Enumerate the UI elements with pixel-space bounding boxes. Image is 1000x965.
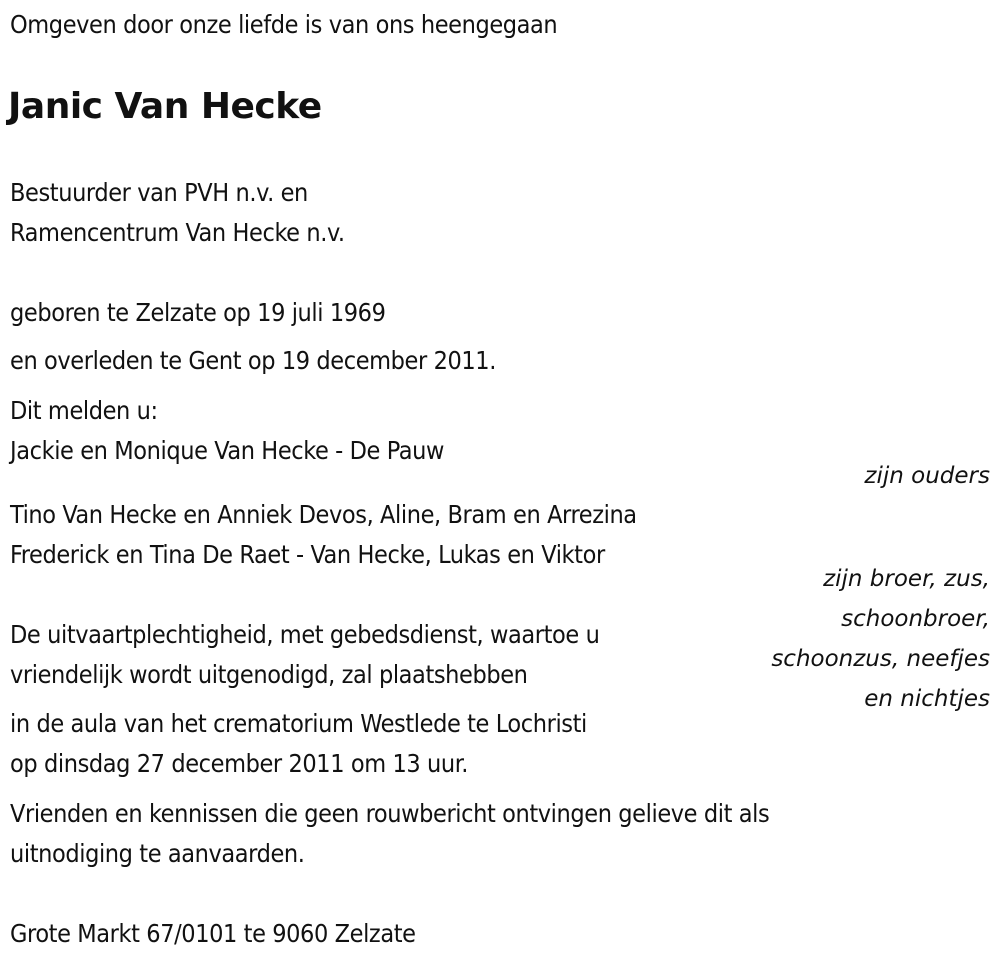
note-line-2: uitnodiging te aanvaarden. [10, 839, 305, 868]
intro-text: Omgeven door onze liefde is van ons heengegaan [10, 10, 558, 39]
siblings-names-line-2: Frederick en Tina De Raet - Van Hecke, Lukas en Viktor [10, 540, 605, 569]
deceased-name: Janic Van Hecke [8, 86, 322, 127]
announced-by-label: Dit melden u: [10, 396, 158, 425]
birth-text: geboren te Zelzate op 19 juli 1969 [10, 298, 386, 327]
parents-relation: zijn ouders [864, 463, 990, 489]
siblings-relation-line-2: schoonbroer, [841, 606, 990, 632]
siblings-names-line-1: Tino Van Hecke en Anniek Devos, Aline, Bram en Arrezina [10, 500, 637, 529]
address-text: Grote Markt 67/0101 te 9060 Zelzate [10, 919, 416, 948]
death-text: en overleden te Gent op 19 december 2011. [10, 346, 496, 375]
parents-names: Jackie en Monique Van Hecke - De Pauw [10, 436, 444, 465]
siblings-relation-line-4: en nichtjes [864, 686, 990, 712]
siblings-relation-line-1: zijn broer, zus, [823, 566, 990, 592]
ceremony-line-1: De uitvaartplechtigheid, met gebedsdienst, waartoe u [10, 620, 600, 649]
occupation-line-2: Ramencentrum Van Hecke n.v. [10, 218, 345, 247]
note-line-1: Vrienden en kennissen die geen rouwbericht ontvingen gelieve dit als [10, 799, 770, 828]
occupation-line-1: Bestuurder van PVH n.v. en [10, 178, 308, 207]
location-line-1: in de aula van het crematorium Westlede te Lochristi [10, 709, 587, 738]
location-line-2: op dinsdag 27 december 2011 om 13 uur. [10, 749, 469, 778]
siblings-relation-line-3: schoonzus, neefjes [771, 646, 990, 672]
ceremony-line-2: vriendelijk wordt uitgenodigd, zal plaatshebben [10, 660, 528, 689]
